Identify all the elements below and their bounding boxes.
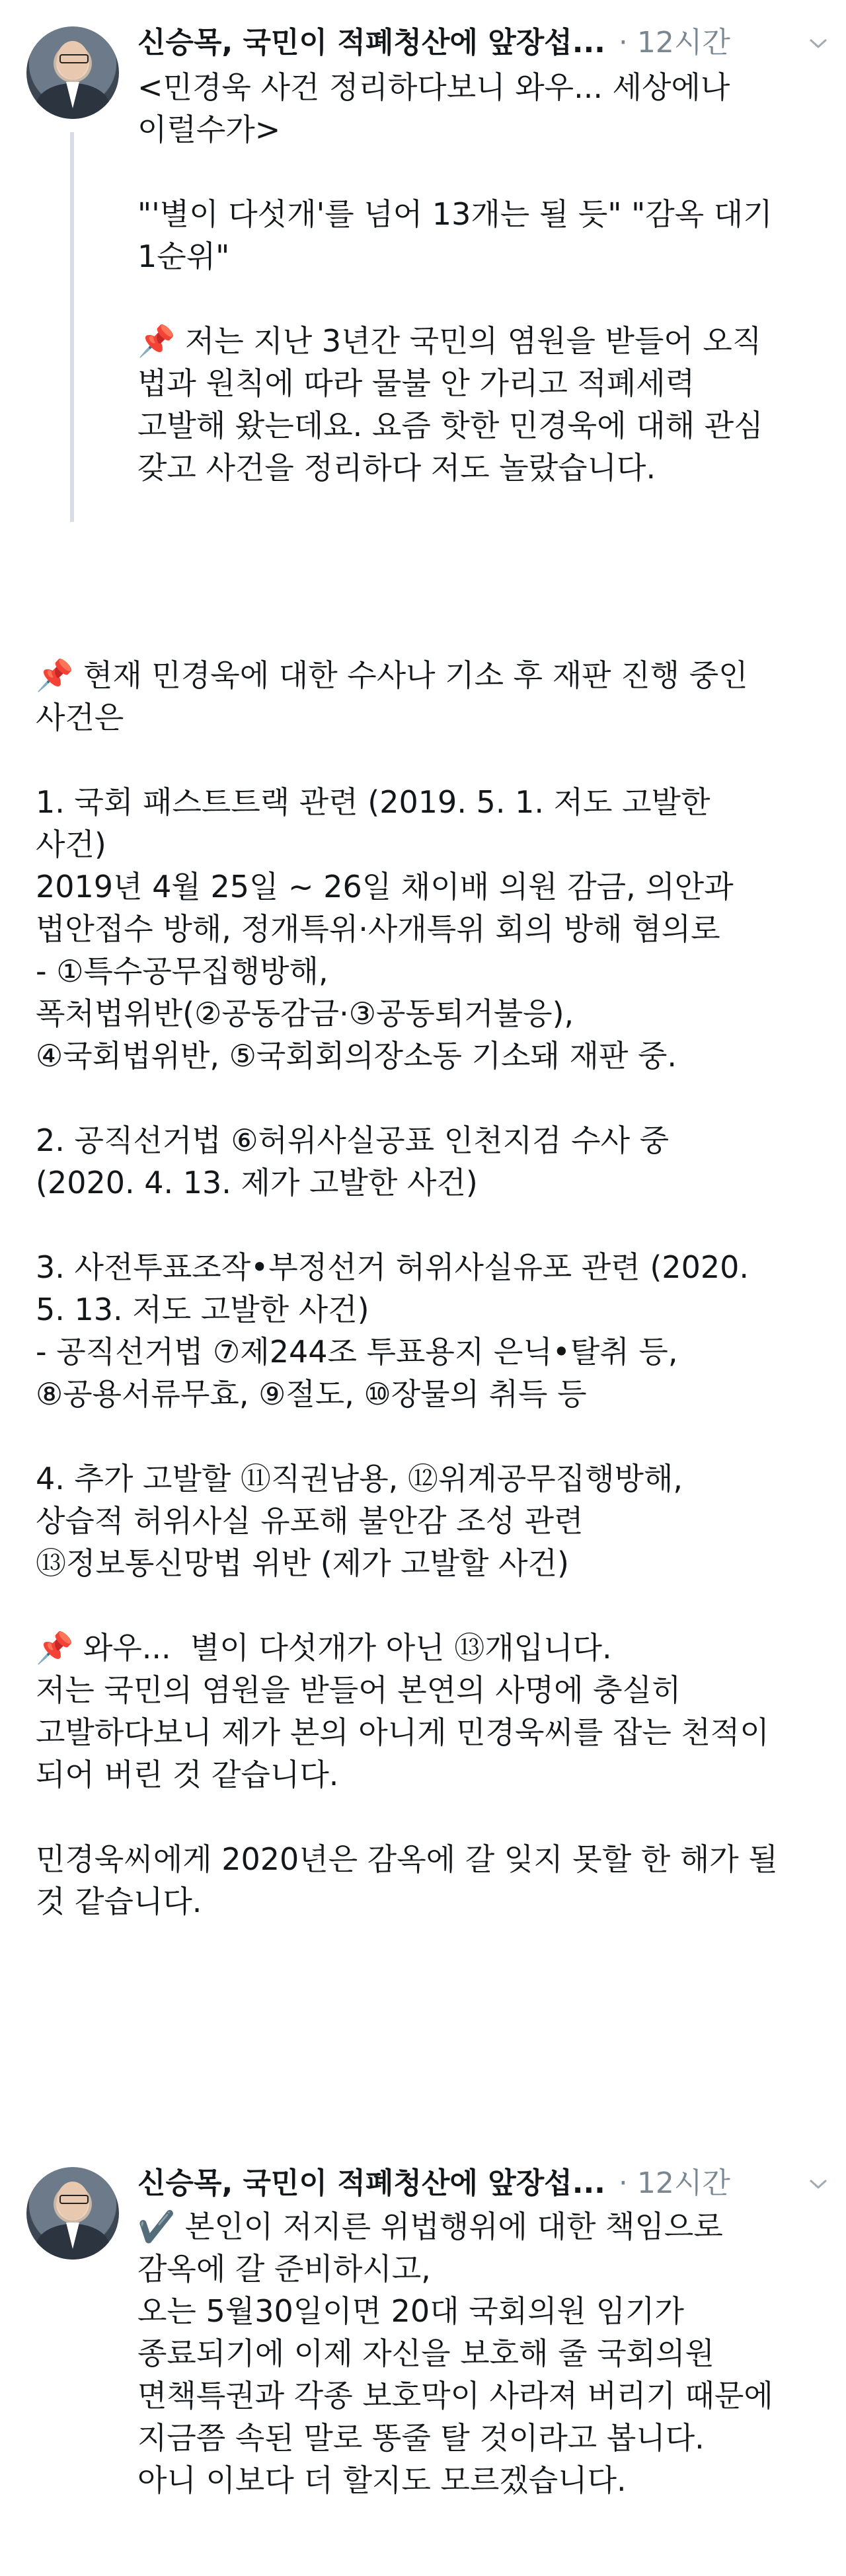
- avatar-glasses: [59, 54, 89, 63]
- chevron-down-icon[interactable]: [805, 2160, 831, 2207]
- timestamp[interactable]: 12시간: [636, 2166, 730, 2200]
- separator-dot: ·: [618, 2166, 628, 2200]
- avatar[interactable]: [26, 2167, 119, 2260]
- avatar-glasses: [59, 2195, 89, 2204]
- tweet-meta: [619, 2160, 730, 2207]
- chevron-down-icon[interactable]: [805, 20, 831, 66]
- tweet-text-continued: 📌 현재 민경욱에 대한 수사나 기소 후 재판 진행 중인 사건은 1. 국회 패스트트랙 관련 (2019. 5. 1. 저도 고발한 사건) 2019년 4월 25일 ~ 26일 채이배 의원 감금, 의안과 법안접수 방해, 정개특위·사개특위 회의 방해 혐의로 - ①특수공무집행방해, 폭처법위반(②공동감금·③공동퇴거불응), ④국회법위반, ⑤국회회의장소동 기소돼 재판 중. 2. 공직선거법 ⑥허위사실공표 인천지검 수사 중 (2020. 4. 13. 제가 고발한 사건) 3. 사전투표조작•부정선거 허위사실유포 관련 (2020. 5. 13. 저도 고발한 사건) - 공직선거법 ⑦제244조 투표용지 은닉•탈취 등, ⑧공용서류무효, ⑨절도, ⑩장물의 취득 등 4. 추가 고발할 ⑪직권남용, ⑫위계공무집행방해, 상습적 허위사실 유포해 불안감 조성 관련 ⑬정보통신망법 위반 (제가 고발할 사건) 📌 와우... 별이 다섯개가 아닌 ⑬개입니다. 저는 국민의 염원을 받들어 본연의 사명에 충실히 고발하다보니 제가 본의 아니게 민경욱씨를 잡는 천적이 되어 버린 것 같습니다. 민경욱씨에게 2020년은 감옥에 갈 잊지 못할 한 해가 될 것 같습니다.: [36, 657, 778, 1919]
- author-name[interactable]: 신승목, 국민이 적폐청산에 앞장섭...: [137, 2166, 605, 2200]
- tweet-header: [137, 20, 831, 66]
- tweet-text: ✔️ 본인이 저지른 위법행위에 대한 책임으로 감옥에 갈 준비하시고, 오는 5월30일이면 20대 국회의원 임기가 종료되기에 이제 자신을 보호해 줄 국회의원 면책특권과 각종 보호막이 사라져 버리기 때문에 지금쯤 속된 말로 똥줄 탈 것이라고 봅니다. 아니 이보다 더 할지도 모르겠습니다.: [137, 2209, 773, 2498]
- thread-connector-line: [70, 132, 74, 522]
- tweet-header: [137, 2160, 831, 2207]
- author-name[interactable]: 신승목, 국민이 적폐청산에 앞장섭...: [137, 26, 605, 59]
- tweet-meta: [619, 20, 730, 66]
- separator-dot: ·: [618, 26, 628, 59]
- tweet-text: <민경욱 사건 정리하다보니 와우... 세상에나 이럴수가> "'별이 다섯개'를 넘어 13개는 될 듯" "감옥 대기 1순위" 📌 저는 지난 3년간 국민의 염원을 받들어 오직 법과 원칙에 따라 물불 안 가리고 적폐세력 고발해 왔는데요. 요즘 핫한 민경욱에 대해 관심 갖고 사건을 정리하다 저도 놀랐습니다.: [137, 69, 773, 486]
- avatar[interactable]: [26, 26, 119, 119]
- timestamp[interactable]: 12시간: [636, 26, 730, 59]
